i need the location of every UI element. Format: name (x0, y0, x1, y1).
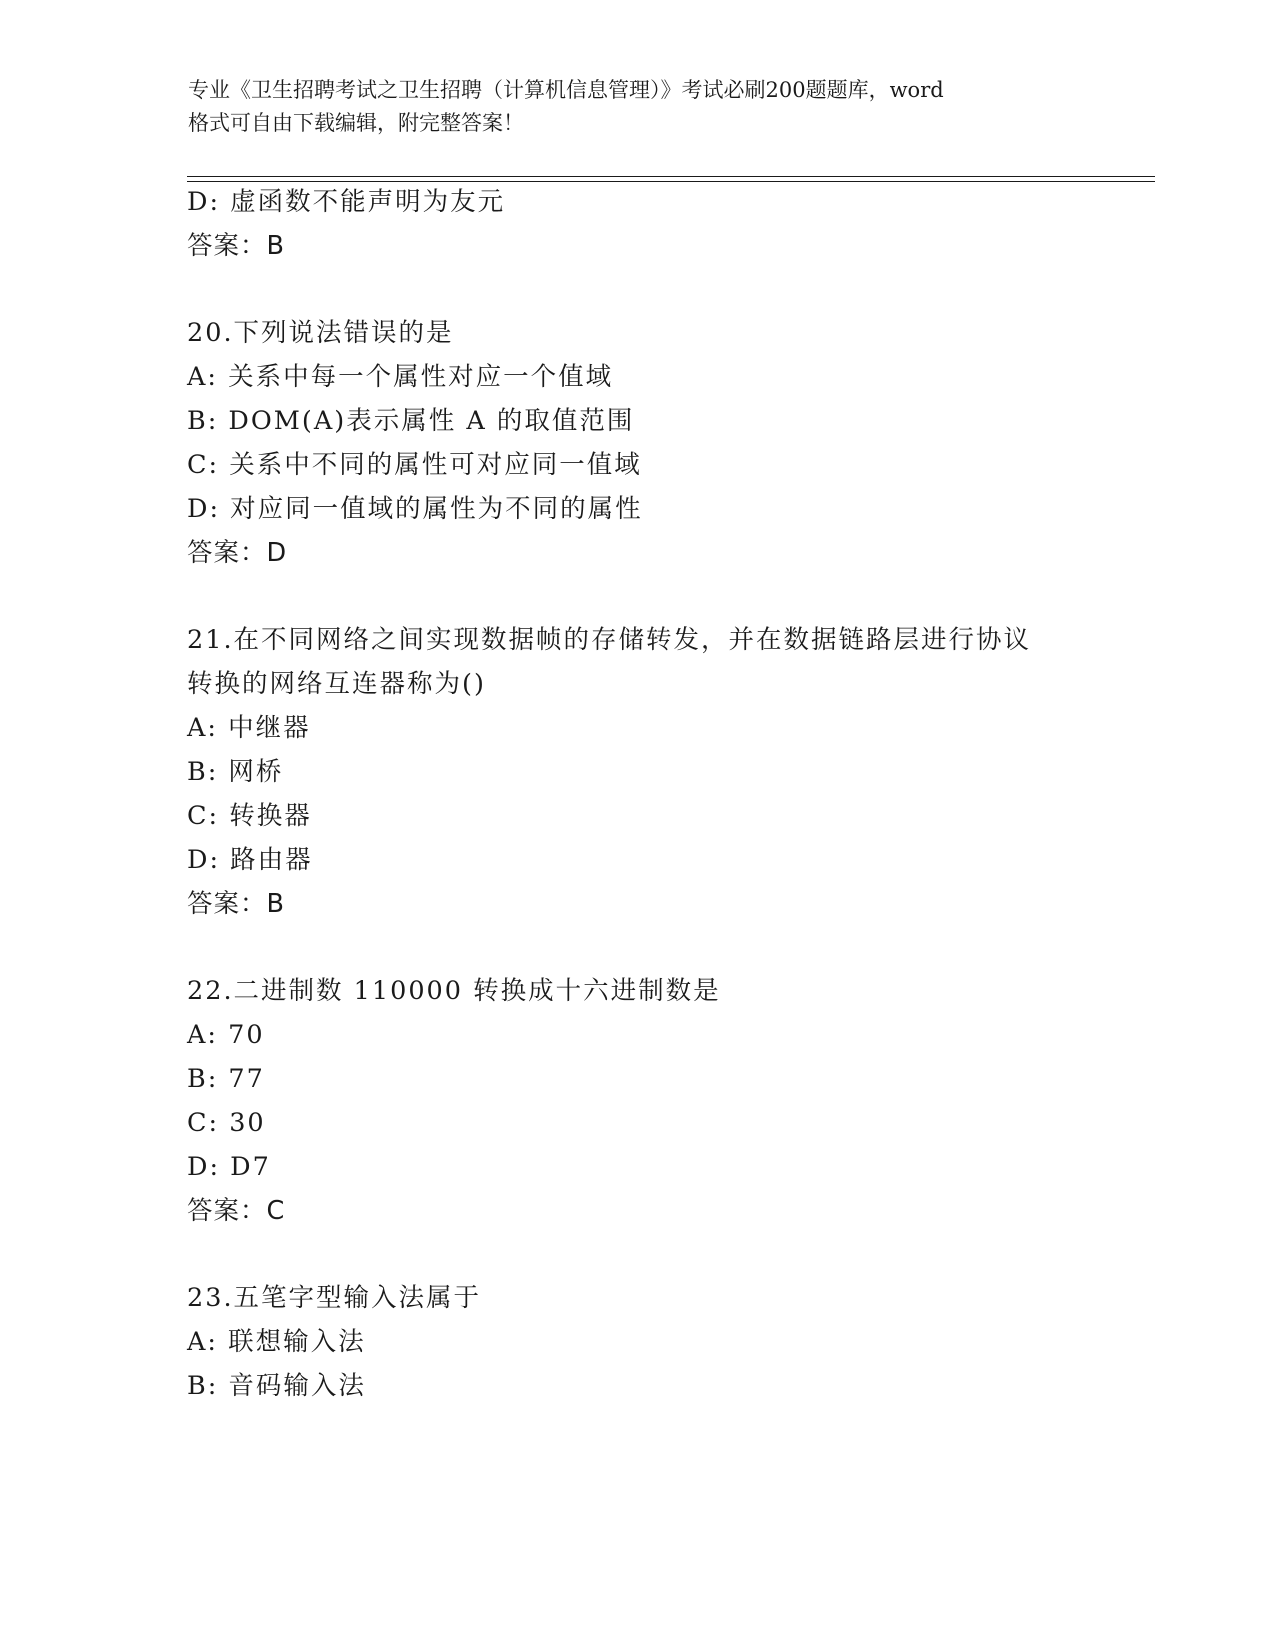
prev-answer: 答案：B (187, 231, 285, 261)
q21-option-c: C: 转换器 (187, 801, 312, 831)
q21-answer: 答案：B (187, 889, 285, 919)
document-header (188, 74, 1088, 140)
q23-option-a: A: 联想输入法 (187, 1327, 366, 1357)
q21-option-b: B: 网桥 (187, 757, 284, 787)
q20-option-a: A: 关系中每一个属性对应一个值域 (187, 362, 614, 392)
header-divider-bottom (187, 181, 1155, 182)
q23-stem: 23.五笔字型输入法属于 (187, 1283, 482, 1313)
q20-answer: 答案：D (187, 538, 288, 568)
q20-stem: 20.下列说法错误的是 (187, 318, 454, 348)
q22-stem: 22.二进制数 110000 转换成十六进制数是 (187, 976, 721, 1006)
q21-option-a: A: 中继器 (187, 713, 311, 743)
q21-stem-line-1: 21.在不同网络之间实现数据帧的存储转发，并在数据链路层进行协议 (187, 625, 1032, 655)
q21-stem-line-2: 转换的网络互连器称为() (187, 669, 486, 699)
q20-option-b: B: DOM(A)表示属性 A 的取值范围 (187, 406, 635, 436)
header-divider-top (187, 176, 1155, 177)
q23-option-b: B: 音码输入法 (187, 1371, 366, 1401)
q20-option-d: D: 对应同一值域的属性为不同的属性 (187, 494, 643, 524)
q22-option-a: A: 70 (187, 1020, 265, 1050)
q21-option-d: D: 路由器 (187, 845, 313, 875)
q20-option-c: C: 关系中不同的属性可对应同一值域 (187, 450, 642, 480)
q22-option-b: B: 77 (187, 1064, 265, 1094)
q22-option-d: D: D7 (187, 1152, 271, 1182)
q22-option-c: C: 30 (187, 1108, 266, 1138)
header-title-line-1: 专业《卫生招聘考试之卫生招聘（计算机信息管理）》考试必刷200题题库，word (188, 78, 944, 102)
q22-answer: 答案：C (187, 1196, 286, 1226)
prev-option-d: D: 虚函数不能声明为友元 (187, 187, 506, 217)
header-title-line-2: 格式可自由下载编辑，附完整答案！ (188, 111, 524, 135)
